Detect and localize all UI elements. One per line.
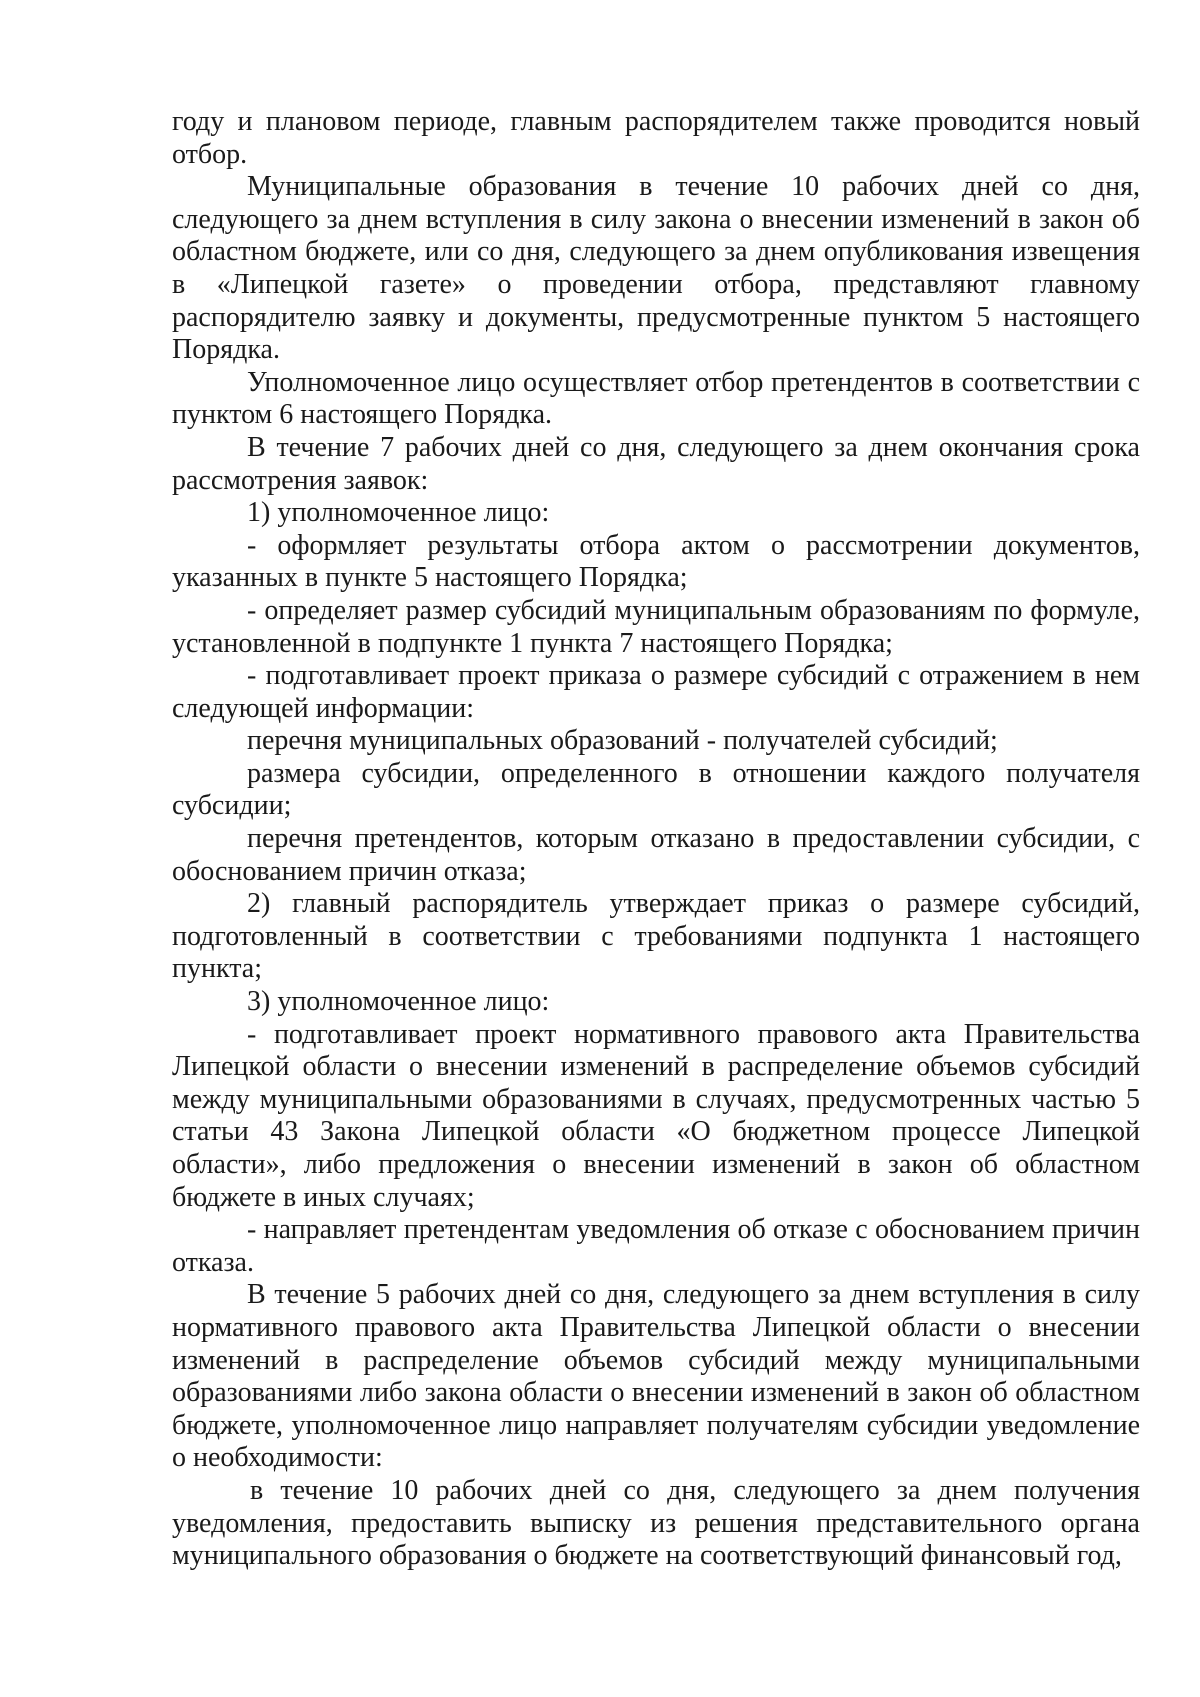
paragraph: Муниципальные образования в течение 10 рабочих дней со дня, следующего за днем вступления в силу закона о внесении изменений в закон об областном бюджете, или со дня, следующего за днем опубликования извещения в «Липецкой газете» о проведении отбора, представляют главному распорядителю заявку и документы, предусмотренные пунктом 5 настоящего Порядка. (172, 171, 1140, 366)
list-item: 2) главный распорядитель утверждает приказ о размере субсидий, подготовленный в соответствии с требованиями подпункта 1 настоящего пункта; (172, 888, 1140, 985)
list-item: - подготавливает проект приказа о размере субсидий с отражением в нем следующей информации: (172, 660, 1140, 724)
document-body (172, 106, 1140, 1573)
paragraph: в течение 10 рабочих дней со дня, следующего за днем получения уведомления, предоставить выписку из решения представительного органа муниципального образования о бюджете на соответствующий финансовый год, (172, 1474, 1140, 1572)
list-item: 3) уполномоченное лицо: (247, 986, 550, 1018)
paragraph: В течение 7 рабочих дней со дня, следующего за днем окончания срока рассмотрения заявок: (172, 431, 1140, 496)
paragraph: году и плановом периоде, главным распорядителем также проводится новый отбор. (172, 106, 1140, 170)
paragraph: В течение 5 рабочих дней со дня, следующего за днем вступления в силу нормативного правового акта Правительства Липецкой области о внесении изменений в распределение объемов субсидий между муниципальными образованиями либо закона области о внесении изменений в закон об областном бюджете, уполномоченное лицо направляет получателям субсидии уведомление о необходимости: (172, 1279, 1140, 1474)
list-item: перечня муниципальных образований - получателей субсидий; (247, 725, 998, 757)
list-item: - оформляет результаты отбора актом о рассмотрении документов, указанных в пункте 5 настоящего Порядка; (172, 529, 1140, 594)
list-item: - направляет претендентам уведомления об отказе с обоснованием причин отказа. (172, 1214, 1140, 1278)
list-item: - определяет размер субсидий муниципальным образованиям по формуле, установленной в подпункте 1 пункта 7 настоящего Порядка; (172, 594, 1140, 659)
list-item: 1) уполномоченное лицо: (247, 497, 550, 529)
list-item: размера субсидии, определенного в отношении каждого получателя субсидии; (172, 757, 1140, 822)
list-item: - подготавливает проект нормативного правового акта Правительства Липецкой области о внесении изменений в распределение объемов субсидий между муниципальными образованиями в случаях, предусмотренных частью 5 статьи 43 Закона Липецкой области «О бюджетном процессе Липецкой области», либо предложения о внесении изменений в закон об областном бюджете в иных случаях; (172, 1018, 1140, 1213)
list-item: перечня претендентов, которым отказано в предоставлении субсидии, с обоснованием причин отказа; (172, 823, 1140, 887)
paragraph: Уполномоченное лицо осуществляет отбор претендентов в соответствии с пунктом 6 настоящего Порядка. (172, 366, 1140, 431)
